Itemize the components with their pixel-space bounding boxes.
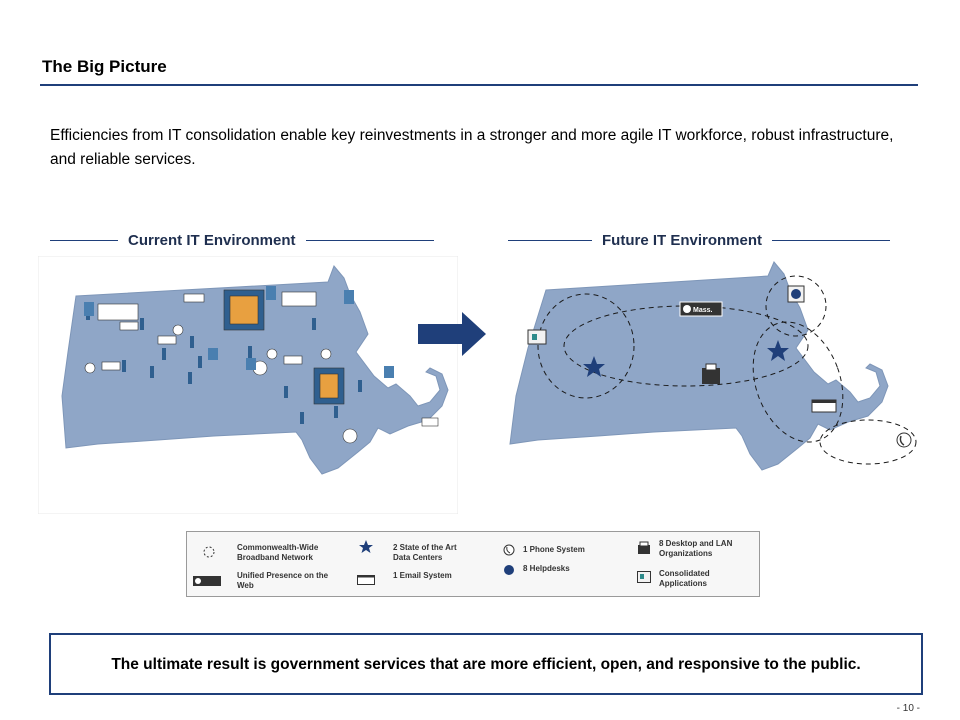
envelope-icon [357,572,375,590]
dashed-circle-icon [203,545,215,563]
heading-rule-right [306,240,434,241]
future-heading [508,230,890,250]
printer-icon [637,541,651,560]
helpdesk-icon [788,286,804,302]
intro-text: Efficiencies from IT consolidation enable key reinvestments in a stronger and more agile IT workforce, robust infrastructure, and reliable services. [50,127,894,168]
mass-gov-logo-text: Mass. [693,307,713,314]
map-legend [186,531,760,597]
heading-rule-right [772,240,890,241]
heading-rule-left [50,240,118,241]
mass-gov-logo-icon [193,573,221,591]
mass-gov-logo-icon [680,302,722,316]
future-heading-label: Future IT Environment [602,231,763,249]
title-rule [40,84,918,86]
future-environment-map [506,256,926,514]
current-environment-map [38,256,458,514]
legend-label: 8 Helpdesks [523,564,570,573]
legend-label: Unified Presence on the Web [237,571,329,590]
current-heading [50,230,434,250]
legend-label: 2 State of the Art Data Centers [393,543,457,562]
heading-rule-left [508,240,592,241]
slide-title: The Big Picture [42,57,167,76]
transition-arrow-icon [418,312,488,361]
current-heading-label: Current IT Environment [128,231,296,249]
star-icon [359,540,373,559]
application-icon [528,330,546,344]
email-envelope-icon [812,400,836,412]
legend-label: Commonwealth-Wide Broadband Network [237,543,319,562]
legend-label: 1 Phone System [523,545,585,554]
legend-label: 1 Email System [393,571,452,580]
application-icon [637,570,651,588]
phone-icon [503,543,515,561]
help-icon [503,563,515,581]
phone-icon [897,433,911,447]
legend-label: 8 Desktop and LAN Organizations [659,539,733,558]
result-callout: The ultimate result is government services that are more efficient, open, and responsive to the public. [49,633,923,695]
legend-label: Consolidated Applications [659,569,710,588]
massachusetts-shape [510,262,888,470]
page-number: - 10 - [896,703,920,714]
